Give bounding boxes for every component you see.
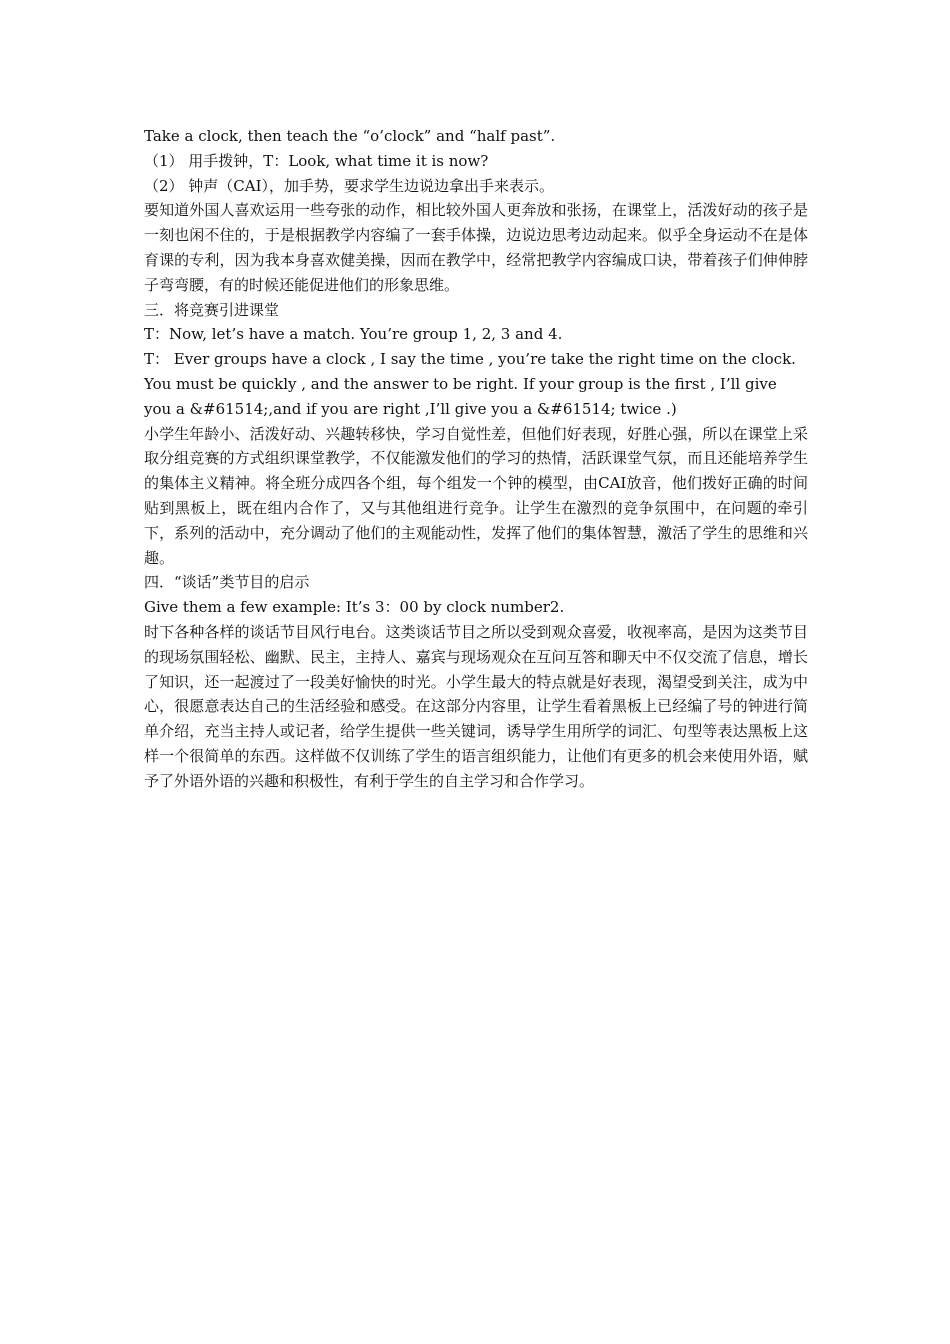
paragraph-step-1: （1） 用手拨钟，T：Look, what time it is now? [144,151,489,170]
paragraph-dialogue-2: T： Ever groups have a clock , I say the time , you’re take the right time on the clock. You must be quickly , and the answer to be right. If your group is the first , I’ll give you a &#61514;,and if you are right ,I’ll give you a &#61514; twice .) [144,350,796,418]
paragraph-body-1: 要知道外国人喜欢运用一些夸张的动作，相比较外国人更奔放和张扬，在课堂上，活泼好动的孩子是一刻也闲不住的，于是根据教学内容编了一套手体操，边说边思考边动起来。似乎全身运动不在是体育课的专利，因为我本身喜欢健美操，因而在教学中，经常把教学内容编成口诀，带着孩子们伸伸脖子弯弯腰，有的时候还能促进他们的形象思维。 [144,201,808,294]
paragraph-body-3: 时下各种各样的谈话节目风行电台。这类谈话节目之所以受到观众喜爱，收视率高，是因为这类节目的现场氛围轻松、幽默、民主，主持人、嘉宾与现场观众在互问互答和聊天中不仅交流了信息，增长了知识，还一起渡过了一段美好愉快的时光。小学生最大的特点就是好表现，渴望受到关注，成为中心，很愿意表达自己的生活经验和感受。在这部分内容里，让学生看着黑板上已经编了号的钟进行简单介绍，充当主持人或记者，给学生提供一些关键词，诱导学生用所学的词汇、句型等表达黑板上这样一个很简单的东西。这样做不仅训练了学生的语言组织能力，让他们有更多的机会来使用外语，赋予了外语外语的兴趣和积极性，有利于学生的自主学习和合作学习。 [144,622,808,790]
section-heading-4: 四．“谈话”类节目的启示 [144,573,310,592]
paragraph-intro: Take a clock, then teach the “o’clock” and “half past”. [144,127,556,145]
paragraph-dialogue-1: T：Now, let’s have a match. You’re group 1, 2, 3 and 4. [144,325,563,344]
section-heading-3: 三．将竞赛引进课堂 [144,300,280,319]
document-page [144,124,808,794]
paragraph-body-2: 小学生年龄小、活泼好动、兴趣转移快，学习自觉性差，但他们好表现，好胜心强，所以在课堂上采取分组竞赛的方式组织课堂教学，不仅能激发他们的学习的热情，活跃课堂气氛，而且还能培养学生的集体主义精神。将全班分成四各个组，每个组发一个钟的模型，由CAI放音，他们拨好正确的时间贴到黑板上，既在组内合作了，又与其他组进行竞争。让学生在激烈的竞争氛围中，在问题的牵引下，系列的活动中，充分调动了他们的主观能动性，发挥了他们的集体智慧，激活了学生的思维和兴趣。 [144,424,808,567]
paragraph-example: Give them a few example: It’s 3：00 by clock number2. [144,598,565,617]
paragraph-step-2: （2） 钟声（CAI），加手势，要求学生边说边拿出手来表示。 [144,176,555,195]
